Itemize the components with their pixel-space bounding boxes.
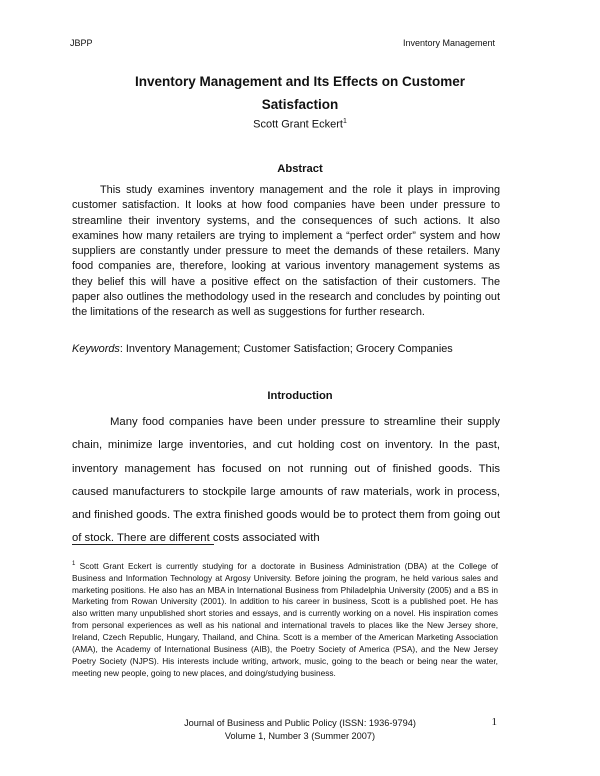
author-line	[70, 118, 530, 131]
footnote-text: Scott Grant Eckert is currently studying for a doctorate in Business Administration (DBA) at the College of Business and Information Technology at Argosy University. Before joining the program, he held various sales and marketing positions. He also has an MBA in International Business from Philadelphia University (2005) and a BS in Marketing from Rowan University (2001). In addition to his career in business, Scott is a published poet. He has also written many unpublished short stories and essays, and is currently working on a novel. His inspiration comes from personal experiences as well as his national and international travels to places like the New Jersey shore, Ireland, Czech Republic, Hungary, Thailand, and China. Scott is a member of the American Marketing Association (AMA), the Academy of International Business (AIB), the Poetry Society of America (PSA), and the New Jersey Poetry Society (NJPS). His interests include writing, artwork, music, going to the beach or being near the water, meeting new people, going to new places, and doing/studying business.	[72, 560, 498, 678]
running-header-left: JBPP	[70, 38, 93, 48]
footnote-divider	[72, 544, 214, 545]
introduction-heading: Introduction	[267, 390, 333, 402]
running-header-right: Inventory Management	[402, 38, 495, 48]
footnote-mark: 1	[72, 561, 76, 567]
footnote	[72, 559, 498, 680]
page-number: 1	[491, 716, 497, 728]
introduction-text: Many food companies have been under pressure to streamline their supply chain, minimize large inventories, and cut holding cost on inventory. In the past, inventory management has focused on not running out of finished goods. This caused manufacturers to stockpile large amounts of raw materials, work in process, and finished goods. The extra finished goods would be to protect them from going out of stock. There are different costs associated with	[72, 416, 500, 545]
keywords-text: : Inventory Management; Customer Satisfaction; Grocery Companies	[119, 343, 453, 355]
author-name: Scott Grant Eckert	[253, 118, 343, 131]
keywords-line	[72, 343, 532, 355]
abstract-heading: Abstract	[277, 163, 323, 175]
footer-journal: Journal of Business and Public Policy (ISSN: 1936-9794)	[184, 718, 416, 728]
paper-title-line-2: Satisfaction	[261, 97, 339, 112]
keywords-label: Keywords	[72, 343, 120, 355]
paper-title-line-1: Inventory Management and Its Effects on Customer	[134, 74, 466, 89]
abstract-text: This study examines inventory management and the role it plays in improving customer satisfaction. It looks at how food companies have been under pressure to streamline their inventory systems, and the consequences of such actions. It also examines how many retailers are trying to implement a “perfect order” system and how suppliers are constantly under pressure to meet the demands of these retailers. Many food companies are, therefore, looking at various inventory management systems as they belief this will have a positive effect on the satisfaction of their customers. The paper also outlines the methodology used in the research and concludes by pointing out the limitations of the research as well as suggestions for further research.	[72, 184, 500, 319]
footer-volume: Volume 1, Number 3 (Summer 2007)	[224, 731, 376, 741]
author-footnote-mark: 1	[342, 118, 347, 125]
